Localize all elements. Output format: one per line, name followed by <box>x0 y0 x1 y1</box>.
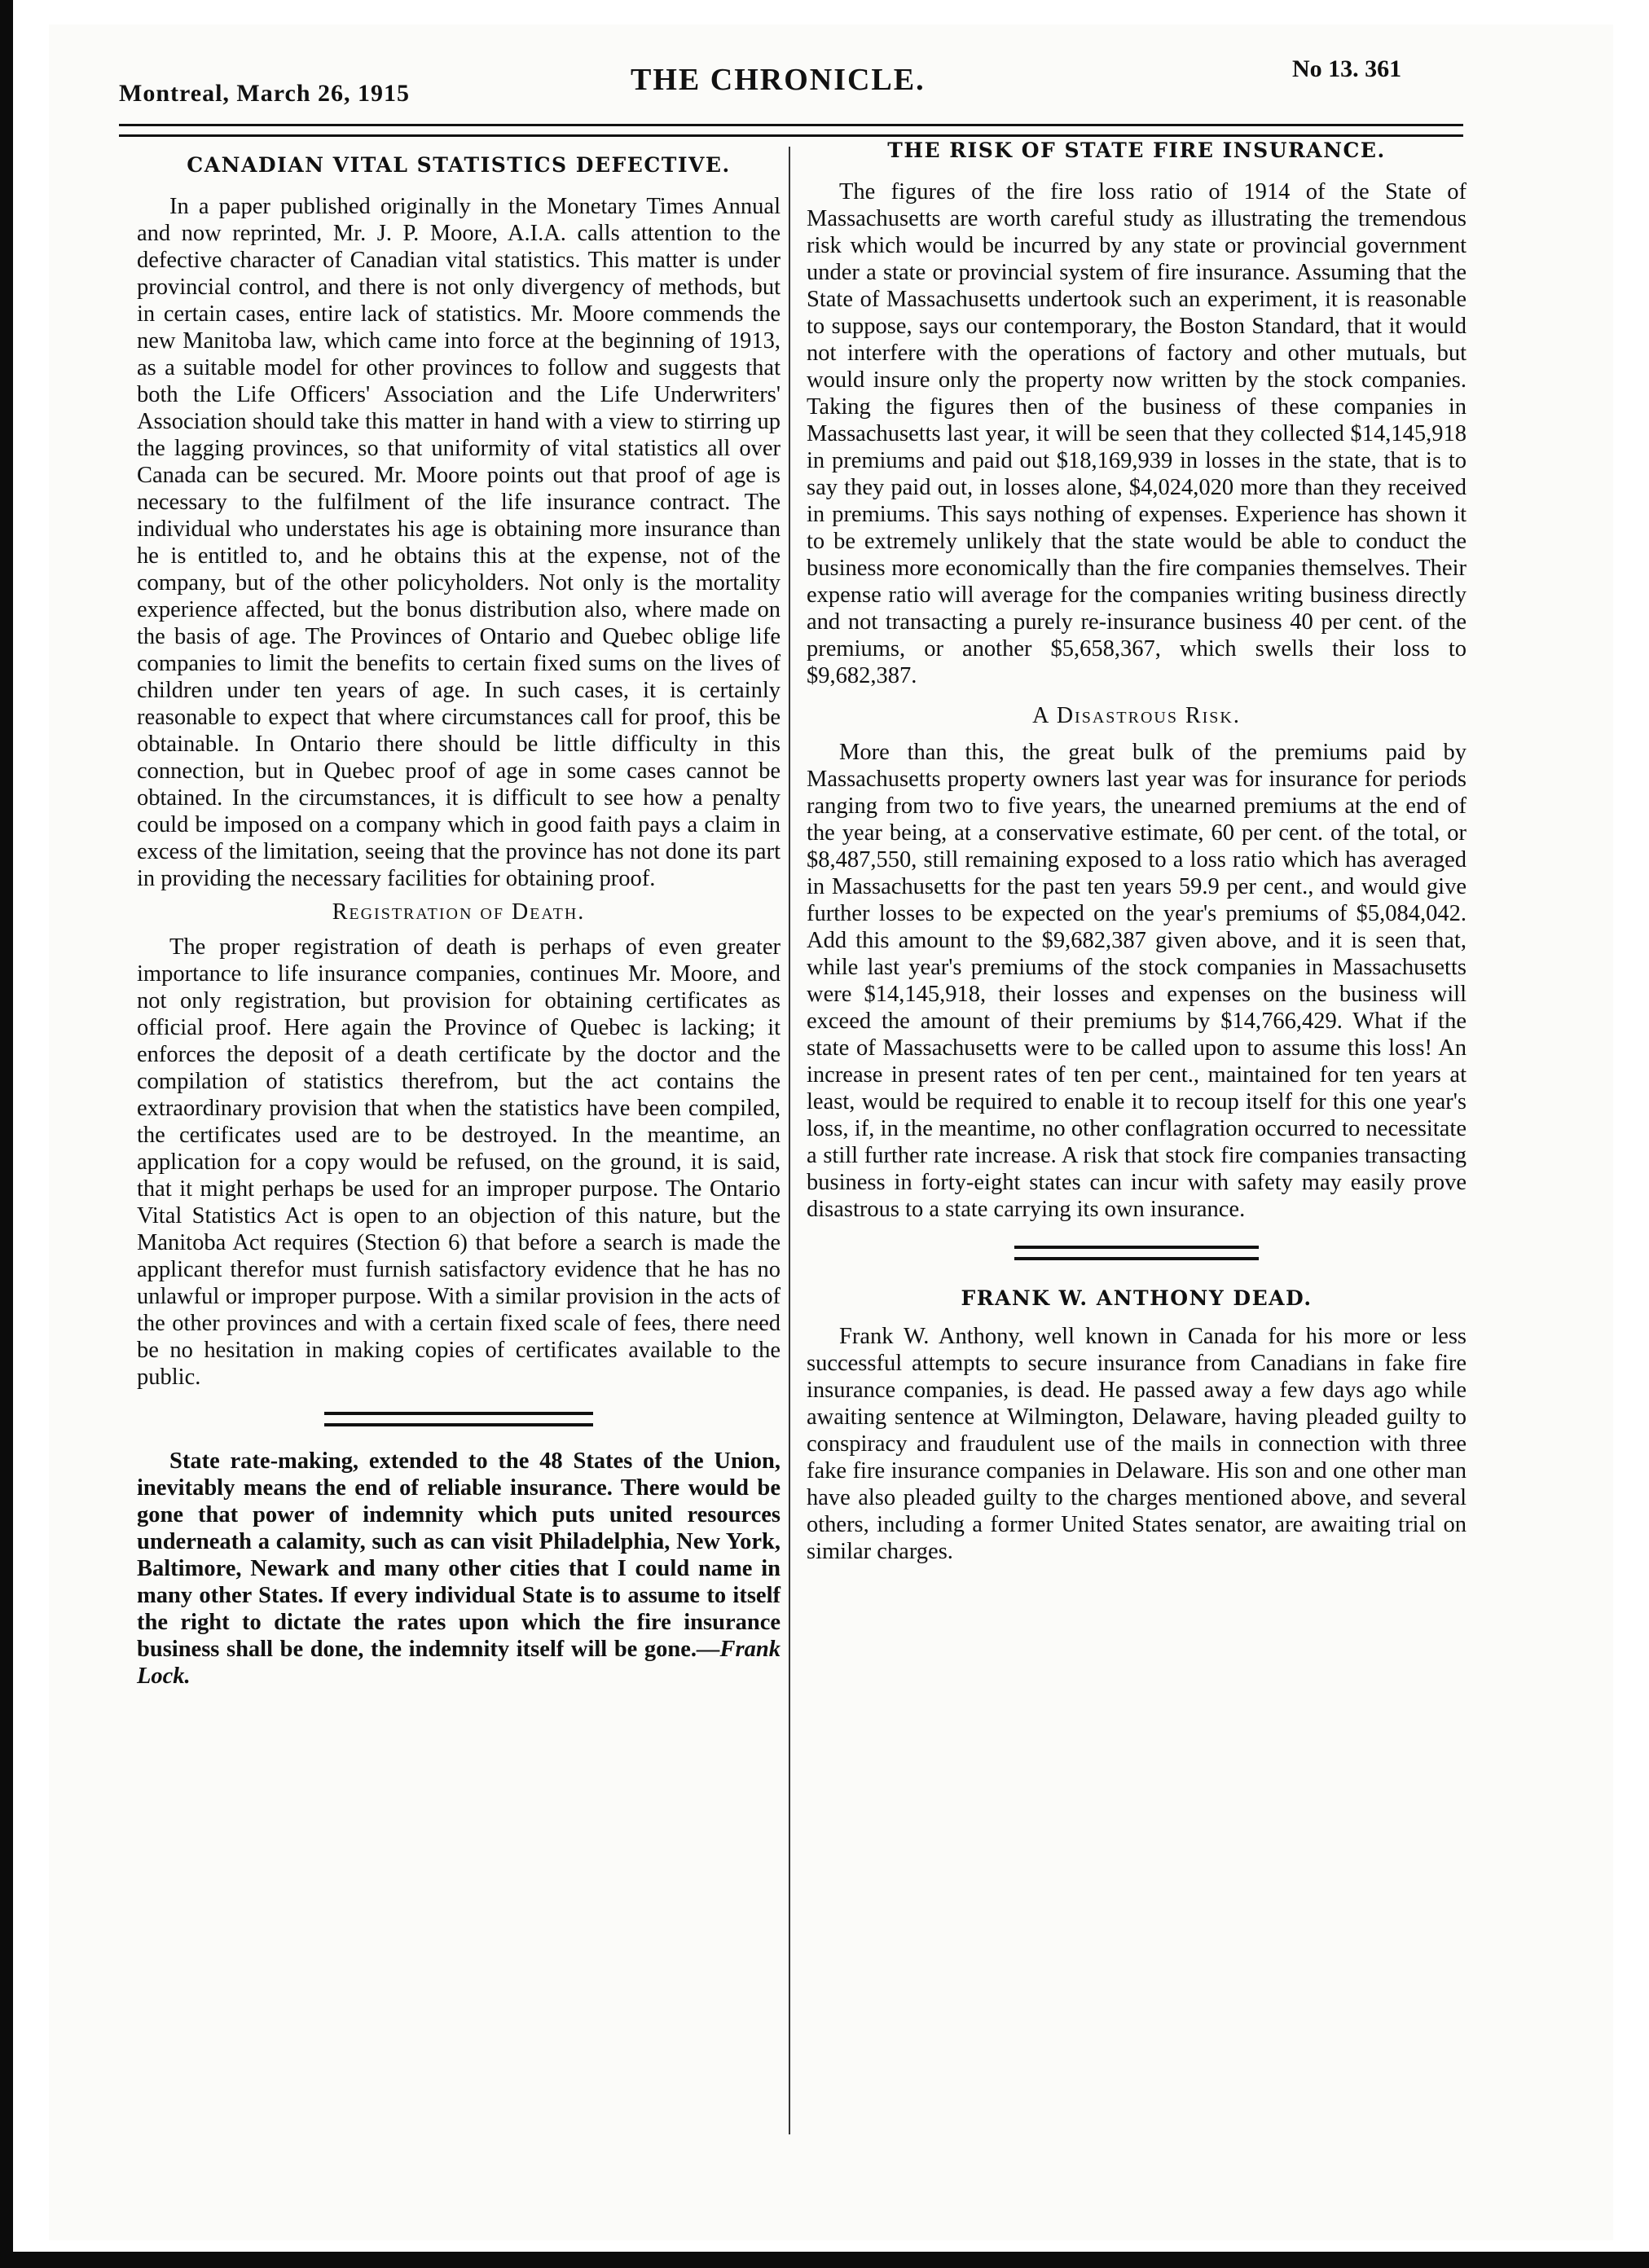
headline-anthony-dead: FRANK W. ANTHONY DEAD. <box>961 1286 1313 1310</box>
article-body-state-fire-insurance: The figures of the fire loss ratio of 1914 of the State of Massachusetts are worth careful study as illustrating the tremendous risk which would be incurred by any state or provincial government under a state or provincial system of fire insurance. Assuming that the State of Massachusetts undertook such an experiment, it is reasonable to suppose, says our contemporary, the Boston Standard, that it would not interfere with the operations of factory and other mutuals, but would insure only the property now written by the stock companies. Taking the figures then of the business of these companies in Massachusetts last year, it will be seen that they collected $14,145,918 in premiums and paid out $18,169,939 in losses in the state, that is to say they paid out, in losses alone, $4,024,020 more than they received in premiums. This says nothing of expenses. Experience has shown it to be extremely unlikely that the state would be able to conduct the business more economically than the fire companies themselves. Their expense ratio will average for the companies writing business directly and not transacting a purely re-insurance business 40 per cent. of the premiums, or another $5,658,367, which swells their loss to $9,682,387. <box>807 179 1467 688</box>
left-column <box>137 152 781 1690</box>
article-body-anthony-dead: Frank W. Anthony, well known in Canada for his more or less successful attempts to secure insurance from Canadians in fake fire insurance companies, is dead. He passed away a few days ago while awaiting sentence at Wilmington, Delaware, having pleaded guilty to conspiracy and fraudulent use of the mails in connection with three fake fire insurance companies in Delaware. His son and one other man have also pleaded guilty to the charges mentioned above, and several others, including a former United States senator, are awaiting trial on similar charges. <box>807 1324 1467 1564</box>
quote-state-rate-making <box>137 1448 781 1690</box>
quote-author: —Frank Lock. <box>137 1637 781 1689</box>
article-body-disastrous-risk: More than this, the great bulk of the premiums paid by Massachusetts property owners last year was for insurance for periods ranging from two to five years, the unearned premiums at the end of the year being, at a conservative estimate, 60 per cent. of the total, or $8,487,550, still remaining exposed to a loss ratio which has averaged in Massachusetts for the past ten years 59.9 per cent., and would give further losses to be expected on the year's premiums of $5,084,042. Add this amount to the $9,682,387 given above, and it is seen that, while last year's premiums of the stock companies in Massachusetts were $14,145,918, their losses and expenses on the business will exceed the amount of their premiums by $14,766,429. What if the state of Massachusetts were to be called upon to assume this loss! An increase in present rates of ten per cent., maintained for ten years at least, would be required to enable it to recoup itself for this one year's loss, if, in the meantime, no other conflagration occurred to necessitate a still further rate increase. A risk that stock fire companies transacting business in forty-eight states can incur with safety may easily prove disastrous to a state carrying its own insurance. <box>807 740 1467 1222</box>
right-column <box>807 137 1467 1565</box>
article-body-registration-of-death: The proper registration of death is perhaps of even greater importance to life insurance companies, continues Mr. Moore, and not only registration, but provision for obtaining certificates as official proof. Here again the Province of Quebec is lacking; it enforces the deposit of a death certificate by the doctor and the compilation of statistics therefrom, but the act contains the extraordinary provision that when the statistics have been compiled, the certificates used are to be destroyed. In the meantime, an application for a copy would be refused, on the ground, it is said, that it might perhaps be used for an improper purpose. The Ontario Vital Statistics Act is open to an objection of this nature, but the Manitoba Act requires (Stection 6) that before a search is made the applicant therefor must furnish satisfactory evidence that he has no unlawful or improper purpose. With a similar provision in the acts of the other provinces and with a certain fixed scale of fees, there need be no hesitation in making copies of certificates available to the public. <box>137 934 781 1390</box>
headline-state-fire-insurance: THE RISK OF STATE FIRE INSURANCE. <box>887 138 1386 162</box>
header-masthead: THE CHRONICLE. <box>631 63 926 97</box>
header-dateline: Montreal, March 26, 1915 <box>119 80 411 107</box>
quote-text: State rate-making, extended to the 48 States of the Union, inevitably means the end of reliable insurance. There would be gone that power of indemnity which puts united resources underneath a calamity, such as can visit Philadelphia, New York, Baltimore, Newark and many other cities that I could name in many other States. If every individual State is to assume to itself the right to dictate the rates upon which the fire insurance business shall be done, the indemnity itself will be gone. <box>137 1448 781 1662</box>
page-header <box>70 47 1463 107</box>
header-issue-page: No 13. 361 <box>1292 55 1402 82</box>
article-body-vital-statistics: In a paper published originally in the Monetary Times Annual and now reprinted, Mr. J. P. Moore, A.I.A. calls attention to the defective character of Canadian vital statistics. This matter is under provincial control, and there is not only divergency of methods, but in certain cases, entire lack of statistics. Mr. Moore commends the new Manitoba law, which came into force at the beginning of 1913, as a suitable model for other provinces to follow and suggests that both the Life Officers' Association and the Life Underwriters' Association should take this matter in hand with a view to stirring up the lagging provinces, so that uniformity of vital statistics all over Canada can be secured. Mr. Moore points out that proof of age is necessary to the fulfilment of the life insurance contract. The individual who understates his age is obtaining more insurance than he is entitled to, and he obtains this at the expense, not of the company, but of the other policyholders. Not only is the mortality experience affected, but the bonus distribution also, where made on the basis of age. The Provinces of Ontario and Quebec oblige life companies to limit the benefits to certain fixed sums on the lives of children under ten years of age. In such cases, it is certainly reasonable to expect that where circumstances call for proof, this be obtainable. In Ontario there should be little difficulty in this connection, but in Quebec proof of age in some cases cannot be obtained. In the circumstances, it is difficult to see how a penalty could be imposed on a company which in good faith pays a claim in excess of the limitation, seeing that the province has not done its part in providing the necessary facilities for obtaining proof. <box>137 194 781 891</box>
scan-border-bottom <box>0 2252 1649 2268</box>
subhead-disastrous-risk: A Disastrous Risk. <box>1032 703 1241 728</box>
section-separator <box>324 1412 593 1426</box>
header-rule <box>119 124 1463 137</box>
column-divider <box>789 147 790 2134</box>
scan-border-left <box>0 0 13 2268</box>
subhead-registration-of-death: Registration of Death. <box>332 899 586 925</box>
headline-vital-statistics: CANADIAN VITAL STATISTICS DEFECTIVE. <box>187 153 731 177</box>
section-separator <box>1014 1246 1259 1260</box>
